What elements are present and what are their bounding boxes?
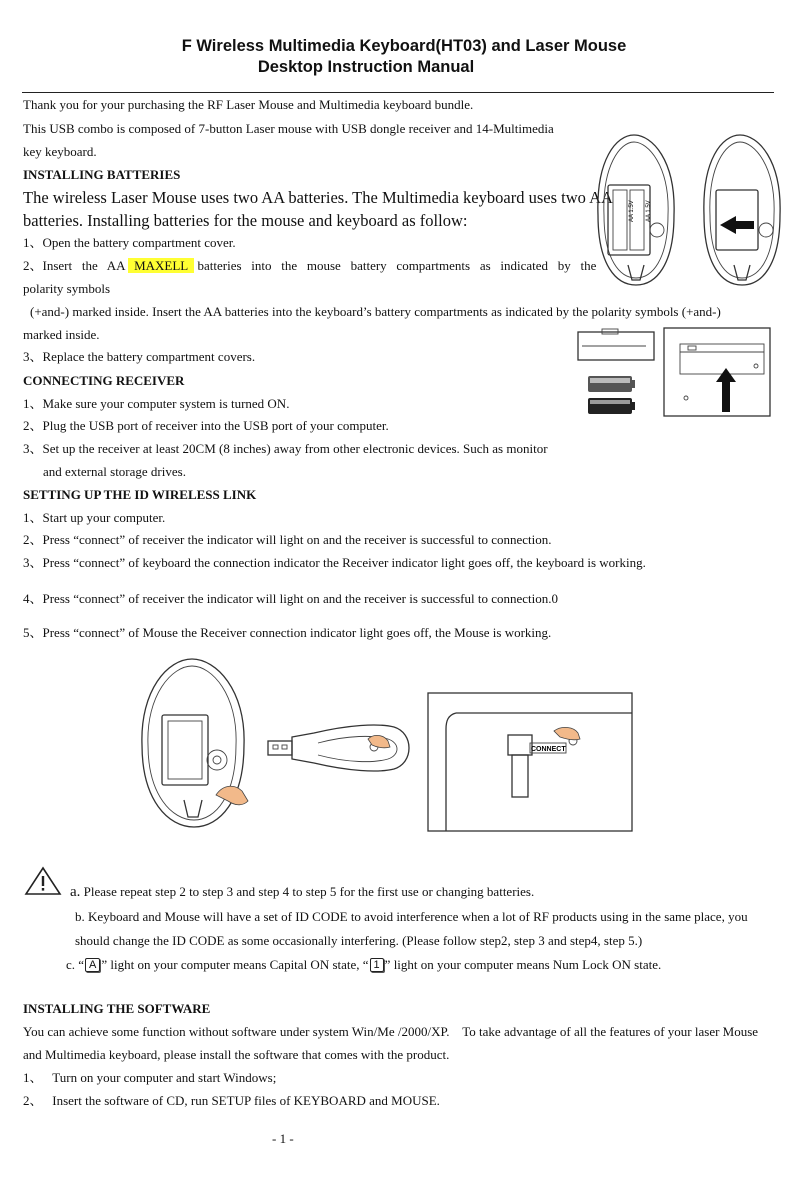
note-c xyxy=(66,957,661,973)
num-lock-key-icon: 1 xyxy=(370,958,384,972)
keyboard-battery-cover-drawing xyxy=(578,329,654,360)
receiver-step-3b: and external storage drives. xyxy=(43,464,186,479)
mouse-bottom-closed-drawing xyxy=(704,135,780,285)
idlink-step-2: 2、Press “connect” of receiver the indicator will light on and the receiver is successful to connection. xyxy=(23,532,552,547)
batteries-step-2-post: batteries into the mouse battery compartments as indicated by the xyxy=(197,258,597,273)
page-title: F Wireless Multimedia Keyboard(HT03) and Laser Mouse xyxy=(181,37,627,55)
batteries-step-2-cont2: (+and-) marked inside. Insert the AA batteries into the keyboard’s battery compartments as indicated by the polarity symbols (+and-) xyxy=(30,304,721,319)
idlink-step-1: 1、Start up your computer. xyxy=(23,510,166,525)
connect-label: CONNECT xyxy=(531,746,566,753)
finger-press-icon xyxy=(216,786,248,805)
left-arrow-icon xyxy=(720,216,754,234)
page-subtitle: Desktop Instruction Manual xyxy=(257,58,475,76)
note-b-line-1: b. Keyboard and Mouse will have a set of ID CODE to avoid interference when a lot of RF products using in the same place, you xyxy=(75,909,748,924)
note-a xyxy=(70,884,534,900)
intro-paragraph-2a: This USB combo is composed of 7-button Laser mouse with USB dongle receiver and 14-Multimedia xyxy=(23,121,554,136)
finger-press-receiver-icon xyxy=(368,735,390,747)
idlink-heading: SETTING UP THE ID WIRELESS LINK xyxy=(23,487,257,502)
intro-paragraph-1: Thank you for your purchasing the RF Laser Mouse and Multimedia keyboard bundle. xyxy=(23,97,474,112)
batteries-step-2-cont: polarity symbols xyxy=(23,281,111,296)
mouse-battery-figure xyxy=(586,130,792,290)
batteries-intro-line-2: batteries. Installing batteries for the mouse and keyboard as follow: xyxy=(23,211,468,230)
software-step-1: 1、 Turn on your computer and start Windows; xyxy=(23,1070,277,1085)
battery-brand-highlight: MAXELL xyxy=(128,258,194,273)
caps-lock-key-icon: A xyxy=(85,958,100,972)
batteries-step-2-pre: 2、Insert the AA xyxy=(23,258,125,273)
note-c-mid: ” light on your computer means Capital ON state, “ xyxy=(101,957,369,972)
warning-icon xyxy=(24,866,62,896)
batteries-step-1: 1、Open the battery compartment cover. xyxy=(23,235,236,250)
software-paragraph-1: You can achieve some function without software under system Win/Me /2000/XP. To take advantage of all the features of your laser Mouse xyxy=(23,1024,759,1039)
aa-battery-icons xyxy=(588,376,635,414)
software-heading: INSTALLING THE SOFTWARE xyxy=(23,1001,211,1016)
note-a-letter: a. xyxy=(70,884,81,900)
keyboard-battery-figure xyxy=(576,326,772,422)
batteries-step-2 xyxy=(23,258,597,274)
mouse-bottom-open-drawing xyxy=(598,135,674,285)
note-b-line-2: should change the ID CODE as some occasionally interfering. (Please follow step2, step 3 and step4, step 5.) xyxy=(75,933,643,948)
intro-paragraph-2b: key keyboard. xyxy=(23,144,97,159)
software-paragraph-2: and Multimedia keyboard, please install the software that comes with the product. xyxy=(23,1047,450,1062)
mouse-connect-drawing xyxy=(142,659,248,827)
idlink-step-4: 4、Press “connect” of receiver the indicator will light on and the receiver is successful to connection.0 xyxy=(23,591,558,606)
keyboard-battery-compartment-drawing xyxy=(664,328,770,416)
batteries-intro-line-1: The wireless Laser Mouse uses two AA batteries. The Multimedia keyboard uses two AA xyxy=(23,188,613,207)
software-step-2: 2、 Insert the software of CD, run SETUP files of KEYBOARD and MOUSE. xyxy=(23,1093,440,1108)
receiver-step-1: 1、Make sure your computer system is turned ON. xyxy=(23,396,290,411)
usb-receiver-drawing xyxy=(268,725,409,771)
mouse-battery-label-2: AA 1.5V xyxy=(646,200,652,222)
note-c-post: ” light on your computer means Num Lock ON state. xyxy=(384,957,662,972)
receiver-step-3a: 3、Set up the receiver at least 20CM (8 inches) away from other electronic devices. Such as monitor xyxy=(23,441,548,456)
finger-press-monitor-icon xyxy=(554,727,580,739)
receiver-step-2: 2、Plug the USB port of receiver into the USB port of your computer. xyxy=(23,418,389,433)
connect-figure xyxy=(138,655,778,835)
batteries-step-3: 3、Replace the battery compartment covers. xyxy=(23,349,256,364)
receiver-heading: CONNECTING RECEIVER xyxy=(23,373,185,388)
up-arrow-icon xyxy=(716,368,736,412)
page-number: - 1 - xyxy=(272,1131,294,1146)
title-rule xyxy=(22,92,774,93)
idlink-step-3: 3、Press “connect” of keyboard the connection indicator the Receiver indicator light goes off, the keyboard is working. xyxy=(23,555,646,570)
batteries-step-2-cont3: marked inside. xyxy=(23,327,100,342)
note-c-pre: c. “ xyxy=(66,957,85,972)
idlink-step-5: 5、Press “connect” of Mouse the Receiver connection indicator light goes off, the Mouse is working. xyxy=(23,625,552,640)
note-a-text: Please repeat step 2 to step 3 and step 4 to step 5 for the first use or changing batteries. xyxy=(83,884,535,899)
mouse-battery-label-1: AA 1.5V xyxy=(629,200,635,222)
batteries-heading: INSTALLING BATTERIES xyxy=(23,167,181,182)
monitor-connect-drawing xyxy=(428,693,632,831)
